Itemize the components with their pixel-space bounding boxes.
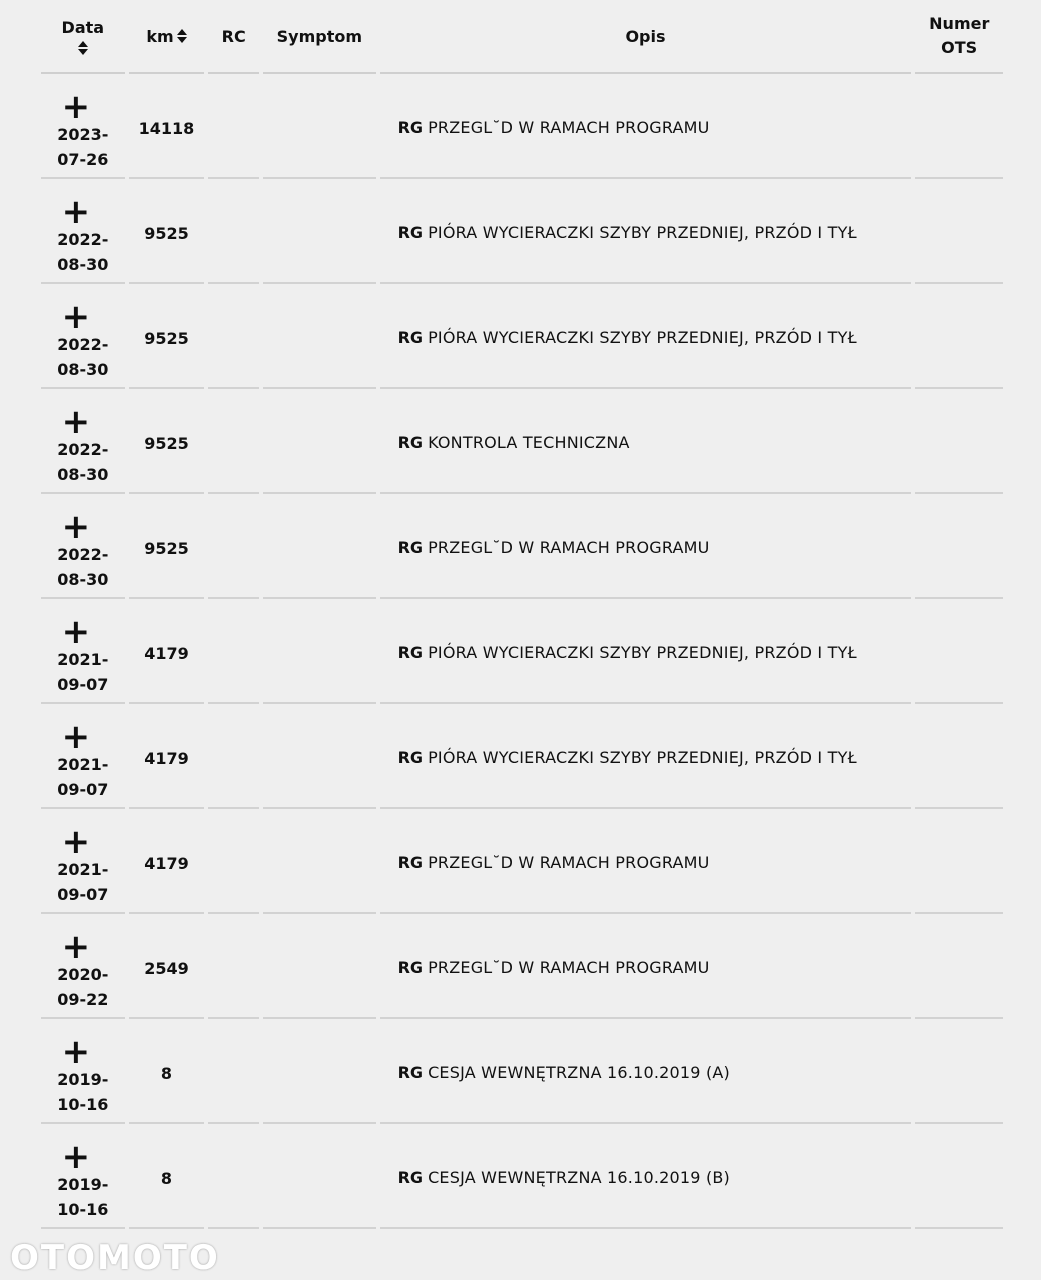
table-body xyxy=(41,74,1003,1229)
km-value: 9525 xyxy=(144,224,189,243)
otomoto-logo: OTOMOTO xyxy=(10,1238,220,1278)
table-row xyxy=(41,179,1003,284)
operation-description: PIÓRA WYCIERACZKI SZYBY PRZEDNIEJ, PRZÓD I TYŁ xyxy=(428,223,857,242)
opis-cell xyxy=(380,284,912,389)
km-value: 9525 xyxy=(144,539,189,558)
opis-cell xyxy=(380,179,912,284)
ots-cell xyxy=(915,1124,1003,1229)
date-value: 2020- 09-22 xyxy=(57,965,109,1009)
operation-code: RG xyxy=(397,118,424,137)
table-row xyxy=(41,1019,1003,1124)
ots-cell xyxy=(915,1019,1003,1124)
operation-code: RG xyxy=(397,643,424,662)
expand-plus-icon[interactable]: + xyxy=(61,822,91,862)
operation-description: PRZEGL˘D W RAMACH PROGRAMU xyxy=(428,853,710,872)
rc-cell xyxy=(208,809,259,914)
table-row xyxy=(41,74,1003,179)
rc-cell xyxy=(208,1019,259,1124)
operation-description: CESJA WEWNĘTRZNA 16.10.2019 (A) xyxy=(428,1063,730,1082)
date-cell xyxy=(41,599,125,704)
header-rc xyxy=(208,0,259,74)
ots-cell xyxy=(915,179,1003,284)
rc-cell xyxy=(208,389,259,494)
ots-cell xyxy=(915,389,1003,494)
header-symptom-label: Symptom xyxy=(276,26,363,46)
symptom-cell xyxy=(263,74,376,179)
header-ots-label: Numer OTS xyxy=(929,14,990,57)
date-value: 2022- 08-30 xyxy=(57,230,109,274)
ots-cell xyxy=(915,284,1003,389)
date-value: 2022- 08-30 xyxy=(57,545,109,589)
km-cell xyxy=(129,494,205,599)
date-value: 2021- 09-07 xyxy=(57,650,109,694)
operation-code: RG xyxy=(397,328,424,347)
opis-cell xyxy=(380,1124,912,1229)
header-date-label: Data xyxy=(61,17,105,37)
table-row xyxy=(41,809,1003,914)
date-cell xyxy=(41,809,125,914)
km-cell xyxy=(129,389,205,494)
km-cell xyxy=(129,74,205,179)
km-cell xyxy=(129,179,205,284)
rc-cell xyxy=(208,599,259,704)
expand-plus-icon[interactable]: + xyxy=(61,717,91,757)
km-value: 4179 xyxy=(144,749,189,768)
opis-cell xyxy=(380,1019,912,1124)
operation-description: PRZEGL˘D W RAMACH PROGRAMU xyxy=(428,118,710,137)
opis-cell xyxy=(380,494,912,599)
date-value: 2022- 08-30 xyxy=(57,335,109,379)
date-value: 2023- 07-26 xyxy=(57,125,109,169)
table-row xyxy=(41,494,1003,599)
rc-cell xyxy=(208,74,259,179)
sort-icon[interactable] xyxy=(177,29,187,43)
symptom-cell xyxy=(263,704,376,809)
header-km-label: km xyxy=(146,26,174,46)
symptom-cell xyxy=(263,179,376,284)
expand-plus-icon[interactable]: + xyxy=(61,402,91,442)
km-value: 9525 xyxy=(144,434,189,453)
operation-description: CESJA WEWNĘTRZNA 16.10.2019 (B) xyxy=(428,1168,731,1187)
operation-code: RG xyxy=(397,223,424,242)
km-value: 4179 xyxy=(144,644,189,663)
rc-cell xyxy=(208,914,259,1019)
date-cell xyxy=(41,1124,125,1229)
rc-cell xyxy=(208,704,259,809)
expand-plus-icon[interactable]: + xyxy=(61,507,91,547)
km-cell xyxy=(129,704,205,809)
rc-cell xyxy=(208,284,259,389)
km-value: 9525 xyxy=(144,329,189,348)
expand-plus-icon[interactable]: + xyxy=(61,1137,91,1177)
symptom-cell xyxy=(263,1019,376,1124)
table-row xyxy=(41,914,1003,1019)
date-cell xyxy=(41,914,125,1019)
operation-code: RG xyxy=(397,853,424,872)
operation-code: RG xyxy=(397,748,424,767)
header-opis-label: Opis xyxy=(625,26,666,46)
operation-description: KONTROLA TECHNICZNA xyxy=(428,433,630,452)
symptom-cell xyxy=(263,809,376,914)
km-cell xyxy=(129,809,205,914)
rc-cell xyxy=(208,179,259,284)
table-header xyxy=(41,0,1003,74)
km-cell xyxy=(129,284,205,389)
date-cell xyxy=(41,179,125,284)
header-rc-label: RC xyxy=(221,26,246,46)
table-row xyxy=(41,1124,1003,1229)
ots-cell xyxy=(915,704,1003,809)
ots-cell xyxy=(915,809,1003,914)
header-ots xyxy=(915,0,1003,74)
opis-cell xyxy=(380,74,912,179)
ots-cell xyxy=(915,599,1003,704)
expand-plus-icon[interactable]: + xyxy=(61,1032,91,1072)
operation-code: RG xyxy=(397,538,424,557)
date-value: 2019- 10-16 xyxy=(57,1070,109,1114)
sort-icon[interactable] xyxy=(78,41,88,55)
symptom-cell xyxy=(263,494,376,599)
table-row xyxy=(41,389,1003,494)
ots-cell xyxy=(915,494,1003,599)
date-cell xyxy=(41,74,125,179)
service-history-table xyxy=(41,0,1003,1229)
opis-cell xyxy=(380,389,912,494)
symptom-cell xyxy=(263,1124,376,1229)
date-value: 2022- 08-30 xyxy=(57,440,109,484)
operation-description: PIÓRA WYCIERACZKI SZYBY PRZEDNIEJ, PRZÓD I TYŁ xyxy=(428,748,857,767)
header-km[interactable] xyxy=(129,0,205,74)
header-opis xyxy=(380,0,912,74)
expand-plus-icon[interactable]: + xyxy=(61,192,91,232)
km-value: 8 xyxy=(160,1169,173,1188)
symptom-cell xyxy=(263,284,376,389)
km-cell xyxy=(129,599,205,704)
operation-description: PRZEGL˘D W RAMACH PROGRAMU xyxy=(428,538,710,557)
expand-plus-icon[interactable]: + xyxy=(61,87,91,127)
expand-plus-icon[interactable]: + xyxy=(61,297,91,337)
km-cell xyxy=(129,914,205,1019)
ots-cell xyxy=(915,914,1003,1019)
date-cell xyxy=(41,389,125,494)
km-value: 8 xyxy=(160,1064,173,1083)
date-cell xyxy=(41,494,125,599)
table-row xyxy=(41,284,1003,389)
operation-description: PIÓRA WYCIERACZKI SZYBY PRZEDNIEJ, PRZÓD I TYŁ xyxy=(428,328,857,347)
km-value: 2549 xyxy=(144,959,189,978)
date-cell xyxy=(41,1019,125,1124)
opis-cell xyxy=(380,599,912,704)
date-value: 2021- 09-07 xyxy=(57,755,109,799)
header-symptom xyxy=(263,0,376,74)
operation-description: PIÓRA WYCIERACZKI SZYBY PRZEDNIEJ, PRZÓD I TYŁ xyxy=(428,643,857,662)
km-cell xyxy=(129,1019,205,1124)
rc-cell xyxy=(208,1124,259,1229)
km-cell xyxy=(129,1124,205,1229)
symptom-cell xyxy=(263,389,376,494)
km-value: 14118 xyxy=(138,119,195,138)
ots-cell xyxy=(915,74,1003,179)
opis-cell xyxy=(380,914,912,1019)
operation-code: RG xyxy=(397,958,424,977)
symptom-cell xyxy=(263,914,376,1019)
date-value: 2021- 09-07 xyxy=(57,860,109,904)
header-date[interactable] xyxy=(41,0,125,74)
expand-plus-icon[interactable]: + xyxy=(61,927,91,967)
table-row xyxy=(41,704,1003,809)
symptom-cell xyxy=(263,599,376,704)
opis-cell xyxy=(380,704,912,809)
operation-code: RG xyxy=(397,1168,424,1187)
date-value: 2019- 10-16 xyxy=(57,1175,109,1219)
km-value: 4179 xyxy=(144,854,189,873)
opis-cell xyxy=(380,809,912,914)
operation-code: RG xyxy=(397,433,424,452)
expand-plus-icon[interactable]: + xyxy=(61,612,91,652)
operation-code: RG xyxy=(397,1063,424,1082)
date-cell xyxy=(41,284,125,389)
operation-description: PRZEGL˘D W RAMACH PROGRAMU xyxy=(428,958,710,977)
date-cell xyxy=(41,704,125,809)
table-row xyxy=(41,599,1003,704)
rc-cell xyxy=(208,494,259,599)
